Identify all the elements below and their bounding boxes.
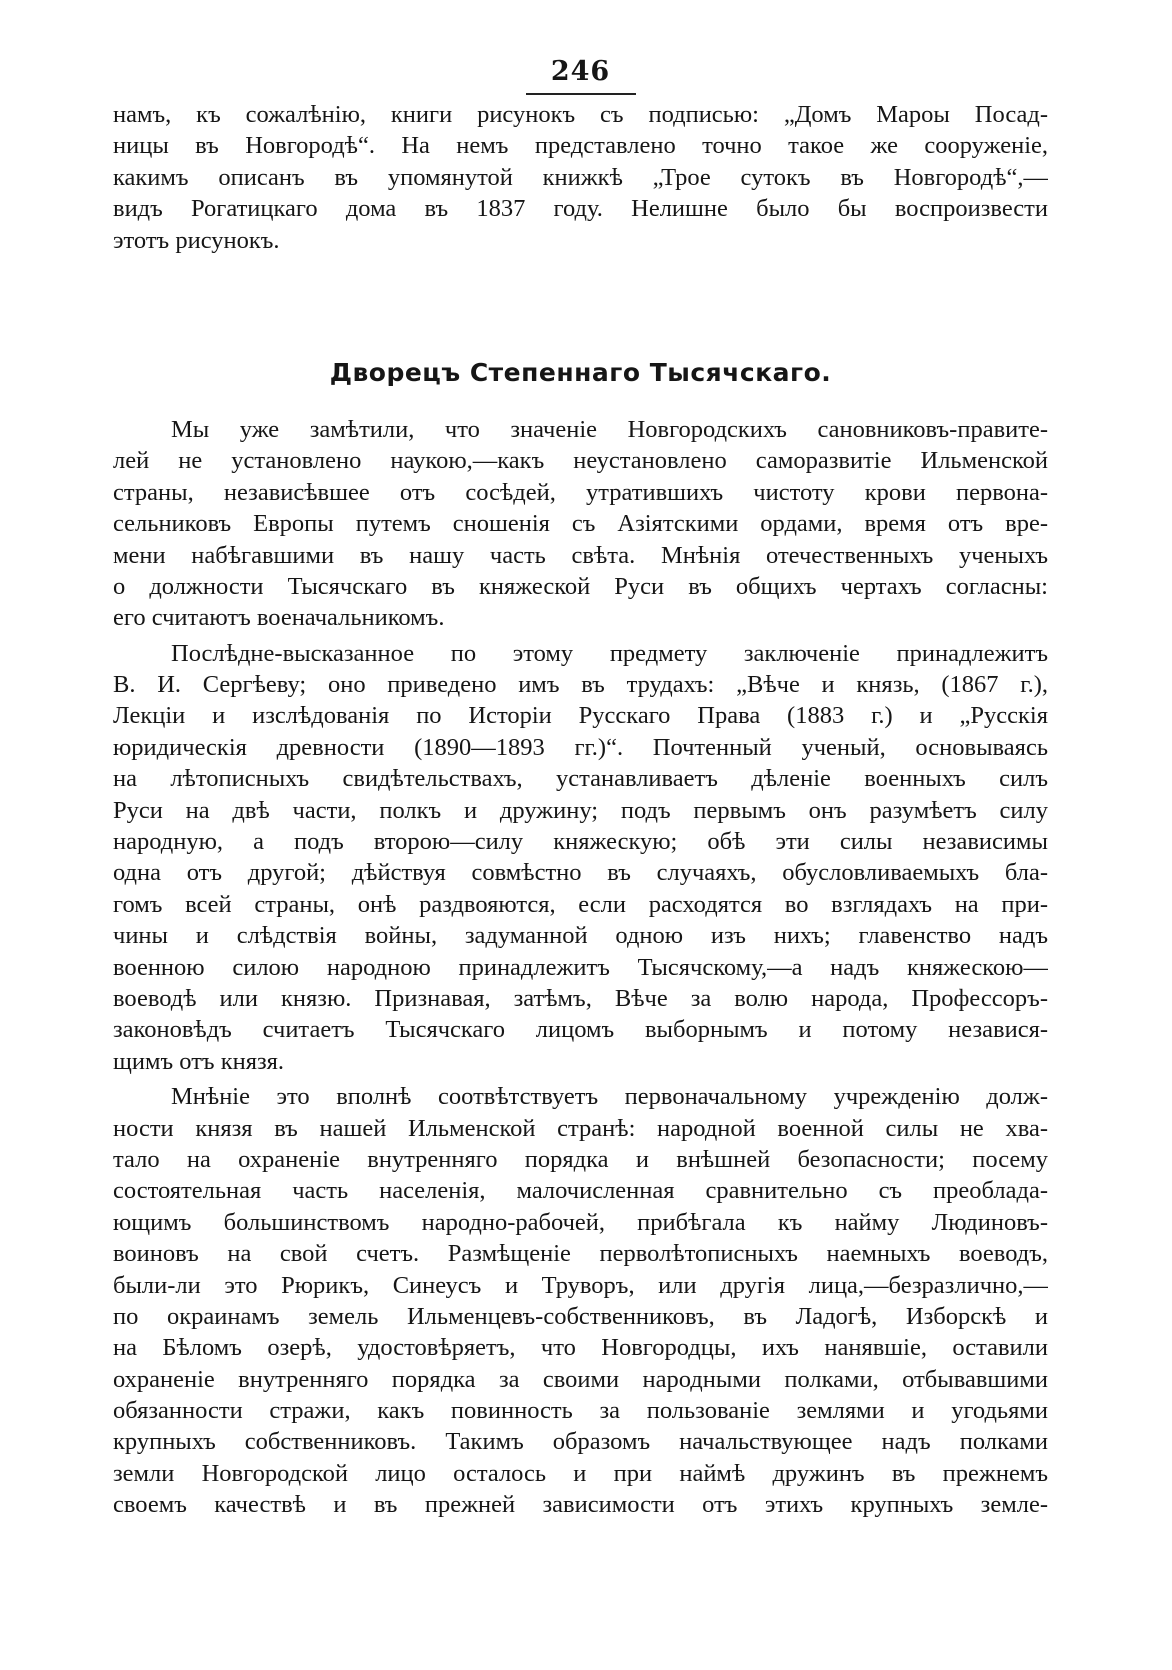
text-line: военною силою народною принадлежитъ Тысячскому,—а надъ княжескою—	[113, 953, 1048, 981]
section-title: Дворецъ Степеннаго Тысячскаго.	[329, 357, 832, 387]
text-line: какимъ описанъ въ упомянутой книжкѣ „Трое сутокъ въ Новгородѣ“,—	[113, 163, 1048, 191]
text-line: Руси на двѣ части, полкъ и дружину; подъ первымъ онъ разумѣетъ силу	[113, 796, 1048, 824]
text-line: законовѣдъ считаетъ Тысячскаго лицомъ выборнымъ и потому независя-	[113, 1016, 1048, 1044]
text-line: ющимъ большинствомъ народно-рабочей, прибѣгала къ найму Людиновъ-	[113, 1208, 1048, 1236]
page-number: 246	[550, 56, 611, 87]
text-line: охраненіе внутренняго порядка за своими народными полками, отбывавшими	[113, 1365, 1048, 1393]
text-line: одна отъ другой; дѣйствуя совмѣстно въ случаяхъ, обусловливаемыхъ бла-	[113, 859, 1048, 887]
text-line: Мнѣніе это вполнѣ соотвѣтствуетъ первоначальному учрежденію долж-	[171, 1083, 1048, 1111]
text-line: были-ли это Рюрикъ, Синеусъ и Труворъ, или другія лица,—безразлично,—	[113, 1271, 1048, 1299]
text-line: В. И. Сергѣеву; оно приведено имъ въ трудахъ: „Вѣче и князь, (1867 г.),	[113, 671, 1048, 699]
text-line: мени набѣгавшими въ нашу часть свѣта. Мнѣнія отечественныхъ ученыхъ	[113, 541, 1048, 569]
text-line: Лекціи и изслѣдованія по Исторіи Русскаго Права (1883 г.) и „Русскія	[113, 702, 1048, 730]
page-number-rule	[526, 93, 636, 95]
text-line: юридическія древности (1890—1893 гг.)“. Почтенный ученый, основываясь	[113, 733, 1048, 761]
text-line: крупныхъ собственниковъ. Такимъ образомъ начальствующее надъ полками	[113, 1428, 1048, 1456]
text-line: ницы въ Новгородѣ“. На немъ представлено точно такое же сооруженіе,	[113, 132, 1048, 160]
text-line: страны, независѣвшее отъ сосѣдей, утратившихъ чистоту крови первона-	[113, 478, 1048, 506]
text-line: лей не установлено наукою,—какъ неустановлено саморазвитіе Ильменской	[113, 447, 1048, 475]
text-line: ности князя въ нашей Ильменской странѣ: народной военной силы не хва-	[113, 1114, 1048, 1142]
text-line: чины и слѣдствія войны, задуманной одною изъ нихъ; главенство надъ	[113, 922, 1048, 950]
text-line: на Бѣломъ озерѣ, удостовѣряетъ, что Новгородцы, ихъ нанявшіе, оставили	[113, 1334, 1048, 1362]
text-line: тало на охраненіе внутренняго порядка и внѣшней безопасности; посему	[113, 1145, 1048, 1173]
text-line: этотъ рисунокъ.	[113, 226, 280, 254]
text-line: сельниковъ Европы путемъ сношенія съ Азіятскими ордами, время отъ вре-	[113, 510, 1048, 538]
text-line: щимъ отъ князя.	[113, 1047, 285, 1075]
text-line: земли Новгородской лицо осталось и при наймѣ дружинъ въ прежнемъ	[113, 1459, 1048, 1487]
intro-paragraph	[113, 99, 1048, 256]
text-line: намъ, къ сожалѣнію, книги рисунокъ съ подписью: „Домъ Мароы Посад-	[113, 101, 1048, 128]
text-line: состоятельная часть населенія, малочисленная сравнительно съ преоблада-	[113, 1177, 1048, 1205]
text-line: видъ Рогатицкаго дома въ 1837 году. Нелишне было бы воспроизвести	[113, 195, 1048, 223]
text-line: на лѣтописныхъ свидѣтельствахъ, устанавливаетъ дѣленіе военныхъ силъ	[113, 765, 1048, 793]
text-line: о должности Тысячскаго въ княжеской Руси въ общихъ чертахъ согласны:	[113, 572, 1048, 600]
paragraph-1	[113, 414, 1048, 634]
text-line: Мы уже замѣтили, что значеніе Новгородскихъ сановниковъ-правите-	[171, 415, 1048, 443]
paragraph-3	[113, 1081, 1048, 1520]
text-line: своемъ качествѣ и въ прежней зависимости отъ этихъ крупныхъ земле-	[113, 1491, 1048, 1519]
text-line: его считаютъ военачальникомъ.	[113, 604, 445, 632]
text-line: по окраинамъ земель Ильменцевъ-собственниковъ, въ Ладогѣ, Изборскѣ и	[113, 1302, 1048, 1330]
text-line: воиновъ на свой счетъ. Размѣщеніе перволѣтописныхъ наемныхъ воеводъ,	[113, 1240, 1048, 1268]
text-line: народную, а подъ второю—силу княжескую; обѣ эти силы независимы	[113, 828, 1048, 856]
paragraph-2	[113, 638, 1048, 1077]
text-line: воеводѣ или князю. Признавая, затѣмъ, Вѣче за волю народа, Профессоръ-	[113, 984, 1048, 1012]
book-page	[113, 55, 1048, 1521]
text-line: Послѣдне-высказанное по этому предмету заключеніе принадлежитъ	[171, 639, 1048, 667]
text-line: гомъ всей страны, онѣ раздвояются, если расходятся во взглядахъ на при-	[113, 890, 1048, 918]
text-line: обязанности стражи, какъ повинность за пользованіе землями и угодьями	[113, 1397, 1048, 1425]
